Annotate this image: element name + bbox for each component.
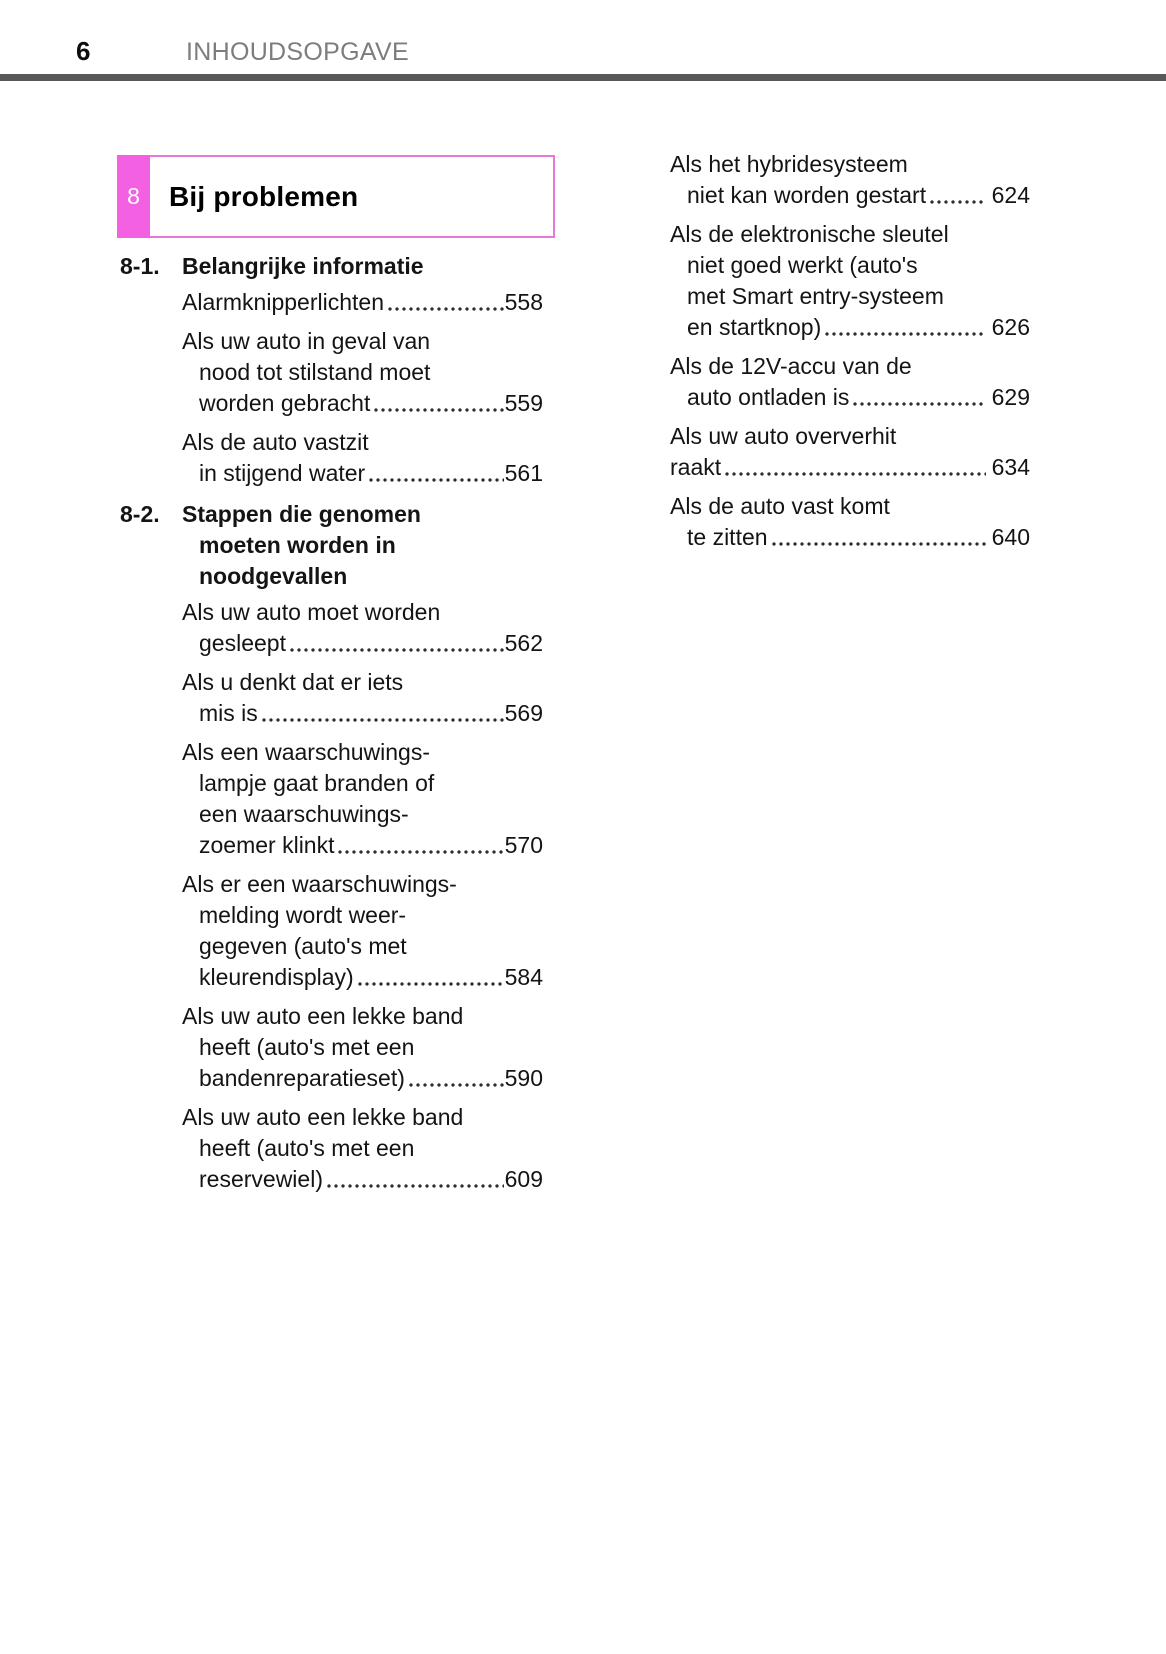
toc-entry [182,1001,543,1094]
entry-line: Als de 12V-accu van de [670,353,912,379]
entry-line [182,287,543,318]
toc-entry [182,597,543,659]
entry-line: Als uw auto moet worden [182,599,441,625]
page-number-ref: 558 [504,289,543,315]
leader-dots [388,306,504,312]
chapter-tab-number: 8 [127,183,140,209]
entry-line [670,382,1030,413]
entry-line: Als het hybridesysteem [670,151,908,177]
entry-text: kleurendisplay) [199,964,354,990]
entry-line: Als de auto vast komt [670,493,890,519]
entry-line [670,180,1030,211]
entry-line: nood tot stilstand moet [199,359,431,385]
entry-line [182,698,543,729]
page-number-ref: 561 [504,460,543,486]
page-number-ref: 590 [504,1065,543,1091]
leader-dots [290,647,504,653]
toc-entry [182,287,543,318]
entry-line: met Smart entry-systeem [687,283,944,309]
toc-entry [670,421,1030,483]
section-number: 8-2. [120,501,160,527]
entry-line [182,830,543,861]
entry-text: te zitten [687,524,768,550]
entry-line: Als uw auto een lekke band [182,1104,464,1130]
entry-line [182,962,543,993]
entry-text: niet kan worden gestart [687,182,927,208]
leader-dots [825,331,985,337]
toc-entry [182,427,543,489]
entry-line [182,1063,543,1094]
toc-section-heading [120,251,543,282]
entry-line: niet goed werkt (auto's [687,252,918,278]
leader-dots [358,981,504,987]
section-number: 8-1. [120,253,160,279]
entry-line: Als uw auto oververhit [670,423,897,449]
toc-right-column [670,149,1030,553]
toc-entry [182,869,543,993]
toc-left-column [120,251,543,1195]
section-title [182,499,543,592]
entry-text: raakt [670,454,722,480]
page-number-ref: 569 [504,700,543,726]
header-title: INHOUDSOPGAVE [186,38,409,66]
toc-entry [182,737,543,861]
entry-line: Als uw auto in geval van [182,328,431,354]
entry-line: Als de auto vastzit [182,429,369,455]
entry-line: Als een waarschuwings- [182,739,431,765]
toc-section-heading [120,499,543,592]
entry-line: lampje gaat branden of [199,770,435,796]
page-number-ref: 609 [504,1166,543,1192]
entry-text: gesleept [199,630,286,656]
page-number-ref: 570 [504,832,543,858]
entry-text: in stijgend water [199,460,366,486]
entry-line [182,388,543,419]
chapter-tab [117,155,150,238]
page-number-ref: 584 [504,964,543,990]
section-title [182,251,543,282]
entry-text: bandenreparatieset) [199,1065,405,1091]
leader-dots [369,477,503,483]
entry-line [182,628,543,659]
toc-entry [182,326,543,419]
leader-dots [853,401,985,407]
leader-dots [409,1082,504,1088]
page-number-ref: 640 [991,524,1030,550]
leader-dots [374,407,503,413]
leader-dots [327,1183,504,1189]
toc-entry [670,351,1030,413]
page-number-ref: 626 [991,314,1030,340]
entry-line [670,522,1030,553]
leader-dots [338,849,503,855]
toc-entry [670,491,1030,553]
entry-line [670,452,1030,483]
entry-line [670,312,1030,343]
page-number-ref: 562 [504,630,543,656]
entry-text: en startknop) [687,314,822,340]
page-number-ref: 629 [991,384,1030,410]
chapter-box [117,155,555,238]
page-number-ref: 559 [504,390,543,416]
chapter-title: Bij problemen [169,180,359,212]
toc-entry [182,667,543,729]
page-number-ref: 624 [991,182,1030,208]
entry-text: reservewiel) [199,1166,323,1192]
entry-line: heeft (auto's met een [199,1135,415,1161]
entry-line [182,1164,543,1195]
entry-line: Als u denkt dat er iets [182,669,404,695]
section-title-line: Stappen die genomen [182,501,421,527]
toc-entry [670,219,1030,343]
entry-text: Alarmknipperlichten [182,289,384,315]
header-rule [0,74,1166,81]
entry-line [182,458,543,489]
entry-text: worden gebracht [199,390,371,416]
leader-dots [772,541,986,547]
entry-line: Als er een waarschuwings- [182,871,457,897]
leader-dots [725,471,985,477]
leader-dots [930,199,986,205]
entry-line: melding wordt weer- [199,902,407,928]
entry-line: Als uw auto een lekke band [182,1003,464,1029]
page-number: 6 [76,36,91,66]
section-title-line: Belangrijke informatie [182,253,424,279]
entry-line: Als de elektronische sleutel [670,221,949,247]
page-number-ref: 634 [991,454,1030,480]
toc-entry [670,149,1030,211]
section-title-line: moeten worden in [199,532,396,558]
section-title-line: noodgevallen [199,563,348,589]
entry-text: auto ontladen is [687,384,850,410]
entry-text: mis is [199,700,258,726]
entry-line: heeft (auto's met een [199,1034,415,1060]
entry-line: gegeven (auto's met [199,933,407,959]
leader-dots [262,717,504,723]
entry-line: een waarschuwings- [199,801,409,827]
entry-text: zoemer klinkt [199,832,335,858]
toc-entry [182,1102,543,1195]
